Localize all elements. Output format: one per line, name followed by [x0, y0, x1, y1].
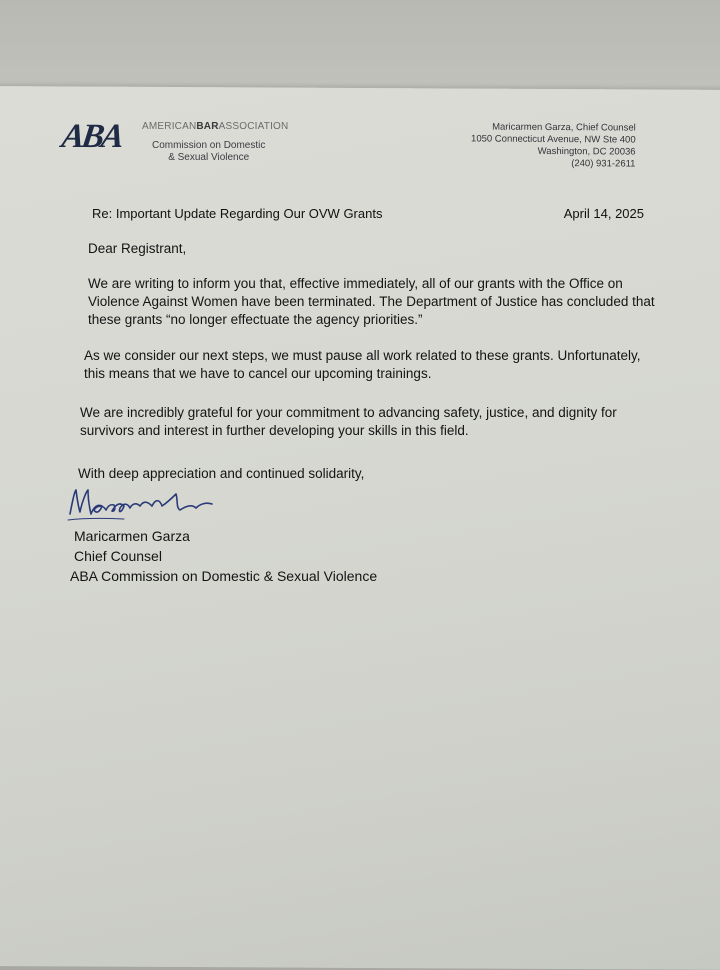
- sender-street: 1050 Connecticut Avenue, NW Ste 400: [471, 133, 637, 146]
- letter-paragraph-1: We are writing to inform you that, effective immediately, all of our grants with the Office on Violence Against Women have been terminated. The Department of Justice has concluded that these grants “no longer effectuate the agency priorities.”: [88, 276, 655, 327]
- signer-organization: ABA Commission on Domestic & Sexual Violence: [70, 568, 378, 584]
- letter-date: April 14, 2025: [563, 206, 644, 221]
- letter-closing: With deep appreciation and continued solidarity,: [78, 466, 365, 481]
- aba-logo: [59, 118, 124, 156]
- org-name-pre: AMERICAN: [142, 121, 197, 132]
- letter-paragraph-3: We are incredibly grateful for your commitment to advancing safety, justice, and dignity for survivors and interest in further developing your skills in this field.: [80, 405, 617, 438]
- handwritten-signature: [64, 484, 224, 524]
- org-name: [142, 121, 288, 132]
- sender-phone: (240) 931-2611: [571, 158, 636, 170]
- letter-subject: Re: Important Update Regarding Our OVW Grants: [92, 206, 383, 221]
- commission-line-1: Commission on Domestic: [152, 140, 266, 151]
- commission-name: [152, 140, 265, 164]
- signer-name: Maricarmen Garza: [74, 528, 190, 544]
- signer-title: Chief Counsel: [74, 548, 162, 564]
- sender-name-title: Maricarmen Garza, Chief Counsel: [492, 121, 637, 134]
- aba-logo-mark: ABA: [59, 118, 124, 155]
- org-name-post: ASSOCIATION: [218, 121, 289, 132]
- sender-address-block: [471, 121, 636, 170]
- signature-block: [70, 526, 378, 586]
- org-name-bold: BAR: [196, 121, 219, 132]
- sender-city: Washington, DC 20036: [538, 145, 636, 158]
- commission-line-2: & Sexual Violence: [168, 152, 250, 163]
- letter-paragraph-2: As we consider our next steps, we must pause all work related to these grants. Unfortunately, this means that we have to cancel our upcoming trainings.: [84, 348, 641, 381]
- letter-greeting: Dear Registrant,: [88, 241, 187, 256]
